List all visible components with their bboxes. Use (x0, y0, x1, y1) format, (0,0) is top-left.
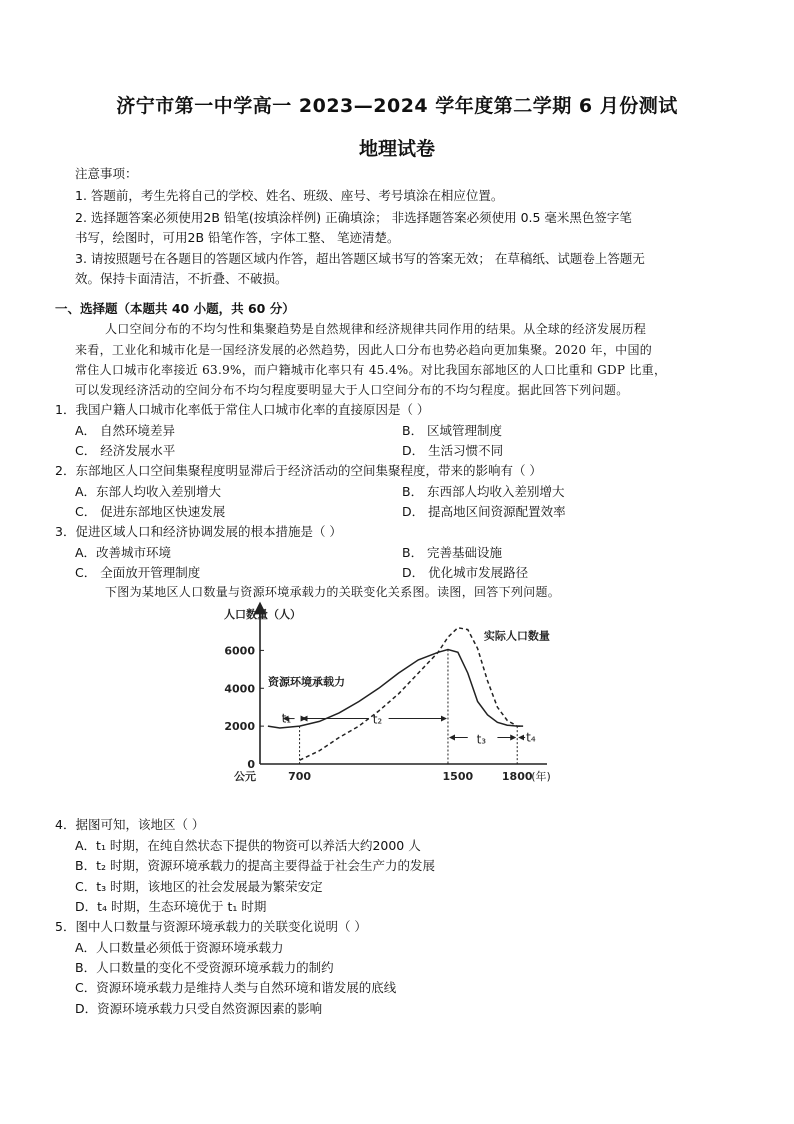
y-tick-label: 2000 (224, 720, 255, 734)
y-tick-label: 6000 (224, 644, 255, 658)
option-d[interactable]: D．t₄ 时期，生态环境优于 t₁ 时期 (75, 899, 267, 914)
y-tick-label: 4000 (224, 682, 255, 696)
passage-line: 人口空间分布的不均匀性和集聚趋势是自然规律和经济规律共同作用的结果。从全球的经济发展历程 (105, 322, 647, 336)
series-line-actual-population (300, 628, 523, 761)
option-c[interactable]: C．t₃ 时期，该地区的社会发展最为繁荣安定 (75, 879, 323, 894)
option-a[interactable]: A．t₁ 时期，在纯自然状态下提供的物资可以养活大约2000 人 (75, 838, 421, 853)
series-line-carrying-capacity (268, 650, 523, 729)
series-label-carrying-capacity: 资源环境承载力 (268, 675, 345, 689)
option-c[interactable]: C．资源环境承载力是维持人类与自然环境和谐发展的底线 (75, 980, 397, 995)
option-c[interactable]: C． 经济发展水平 (75, 443, 176, 458)
option-b[interactable]: B．t₂ 时期，资源环境承载力的提高主要得益于社会生产力的发展 (75, 858, 435, 873)
passage-line: 常住人口城市化率接近 63.9%，而户籍城市化率只有 45.4%。对比我国东部地区的人口比重和 GDP 比重， (75, 363, 667, 377)
option-d[interactable]: D． 提高地区间资源配置效率 (402, 504, 566, 519)
option-a[interactable]: A．东部人均收入差别增大 (75, 484, 222, 499)
notice-item: 3. 请按照题号在各题目的答题区域内作答，超出答题区域书写的答案无效； 在草稿纸、试题卷上答题无 (75, 251, 645, 266)
option-a[interactable]: A．改善城市环境 (75, 545, 172, 560)
period-label-t4: t₄ (526, 730, 536, 745)
x-axis-label: 公元 (234, 770, 256, 783)
option-b[interactable]: B． 完善基础设施 (402, 545, 503, 560)
section-heading: 一、选择题（本题共 40 小题，共 60 分） (55, 301, 295, 316)
option-a[interactable]: A．人口数量必须低于资源环境承载力 (75, 940, 284, 955)
notice-item: 书写，绘图时，可用2B 铅笔作答，字体工整、 笔迹清楚。 (75, 230, 400, 245)
page-title: 济宁市第一中学高一 2023—2024 学年度第二学期 6 月份测试 (116, 95, 678, 117)
notice-item: 1. 答题前，考生先将自己的学校、姓名、班级、座号、考号填涂在相应位置。 (75, 188, 504, 203)
question-stem: 4．据图可知，该地区（ ） (55, 817, 205, 832)
series-label-actual-population: 实际人口数量 (483, 629, 550, 643)
option-b[interactable]: B． 区域管理制度 (402, 423, 503, 438)
option-b[interactable]: B．人口数量的变化不受资源环境承载力的制约 (75, 960, 334, 975)
option-c[interactable]: C． 促进东部地区快速发展 (75, 504, 226, 519)
option-d[interactable]: D． 优化城市发展路径 (402, 565, 529, 580)
question-stem: 1．我国户籍人口城市化率低于常住人口城市化率的直接原因是（ ） (55, 402, 430, 417)
population-chart (215, 600, 565, 812)
x-tick-label: 1500 (442, 770, 474, 783)
notice-heading: 注意事项： (75, 166, 138, 181)
x-unit-label: (年) (531, 770, 551, 783)
option-c[interactable]: C． 全面放开管理制度 (75, 565, 201, 580)
y-tick-label: 0 (247, 758, 255, 771)
chart-intro: 下图为某地区人口数量与资源环境承载力的关联变化关系图。读图，回答下列问题。 (105, 585, 561, 599)
question-stem: 3．促进区域人口和经济协调发展的根本措施是（ ） (55, 524, 342, 539)
option-a[interactable]: A． 自然环境差异 (75, 423, 176, 438)
page-subtitle: 地理试卷 (358, 138, 435, 160)
period-label-t1: t₁ (281, 711, 292, 726)
question-stem: 5．图中人口数量与资源环境承载力的关联变化说明（ ） (55, 919, 367, 934)
x-tick-label: 1800 (501, 770, 533, 783)
period-label-t3: t₃ (476, 732, 487, 747)
option-b[interactable]: B． 东西部人均收入差别增大 (402, 484, 565, 499)
y-axis-label: 人口数量（人） (224, 608, 301, 621)
notice-item: 效。保持卡面清洁，不折叠、不破损。 (75, 271, 288, 286)
passage-line: 可以发现经济活动的空间分布不均匀程度要明显大于人口空间分布的不均匀程度。据此回答下列问题。 (75, 383, 629, 397)
option-d[interactable]: D． 生活习惯不同 (402, 443, 504, 458)
period-label-t2: t₂ (372, 712, 383, 727)
passage-line: 来看，工业化和城市化是一国经济发展的必然趋势，因此人口分布也势必趋向更加集聚。2020 年，中国的 (75, 343, 653, 357)
question-stem: 2．东部地区人口空间集聚程度明显滞后于经济活动的空间集聚程度，带来的影响有（ ） (55, 463, 542, 478)
notice-item: 2. 选择题答案必须使用2B 铅笔(按填涂样例) 正确填涂； 非选择题答案必须使用 0.5 毫米黑色签字笔 (75, 210, 632, 225)
option-d[interactable]: D．资源环境承载力只受自然资源因素的影响 (75, 1001, 323, 1016)
x-tick-label: 700 (288, 770, 312, 783)
